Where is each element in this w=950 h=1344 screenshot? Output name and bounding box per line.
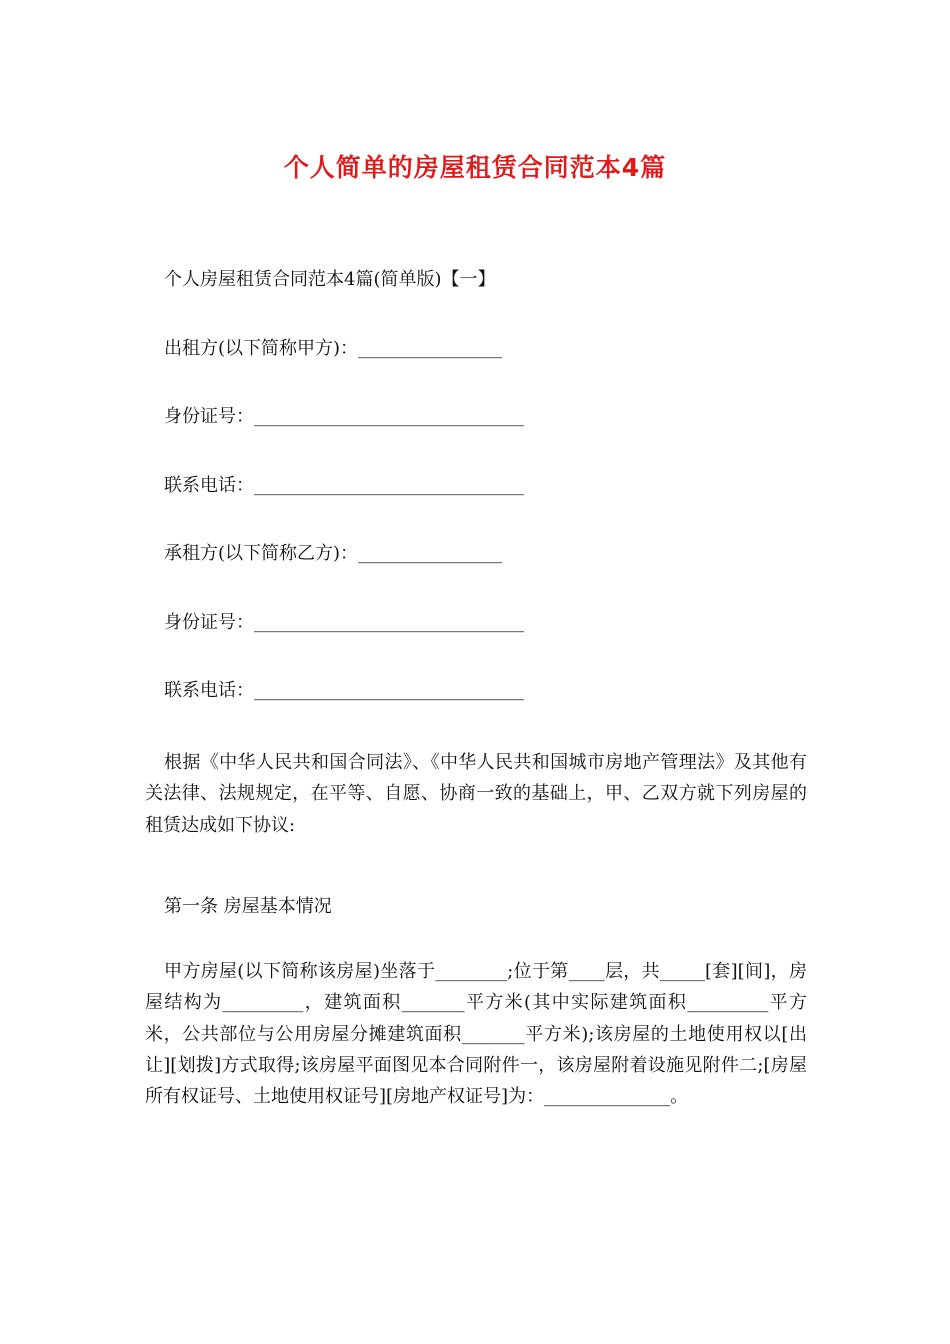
article-1-body: 甲方房屋(以下简称该房屋)坐落于________;位于第____层，共_____[套][间]，房屋结构为_________，建筑面积_______平方米(其中实际建筑面积_________平方米，公共部位与公用房屋分摊建筑面积_______平方米);该房屋的土地使用权以[出让][划拨]方式取得;该房屋平面图见本合同附件一，该房屋附着设施见附件二;[房屋所有权证号、土地使用权证号][房地产权证号]为：______________。: [145, 961, 807, 1108]
lessor-name-field: 出租方(以下简称甲方)：________________: [164, 338, 503, 359]
lessee-id-field: 身份证号：______________________________: [164, 612, 524, 633]
intro-paragraph: 根据《中华人民共和国合同法》、《中华人民共和国城市房地产管理法》及其他有关法律、法规规定，在平等、自愿、协商一致的基础上，甲、乙双方就下列房屋的租赁达成如下协议:: [145, 752, 807, 836]
article-1-heading: 第一条 房屋基本情况: [164, 896, 332, 917]
document-title: 个人简单的房屋租赁合同范本4篇: [283, 153, 667, 182]
lessor-id-field: 身份证号：______________________________: [164, 406, 524, 427]
lessee-name-field: 承租方(以下简称乙方)：________________: [164, 543, 503, 564]
lessee-phone-field: 联系电话：______________________________: [164, 680, 524, 701]
lessor-phone-field: 联系电话：______________________________: [164, 475, 524, 496]
contract-subtitle: 个人房屋租赁合同范本4篇(简单版)【一】: [164, 269, 496, 290]
